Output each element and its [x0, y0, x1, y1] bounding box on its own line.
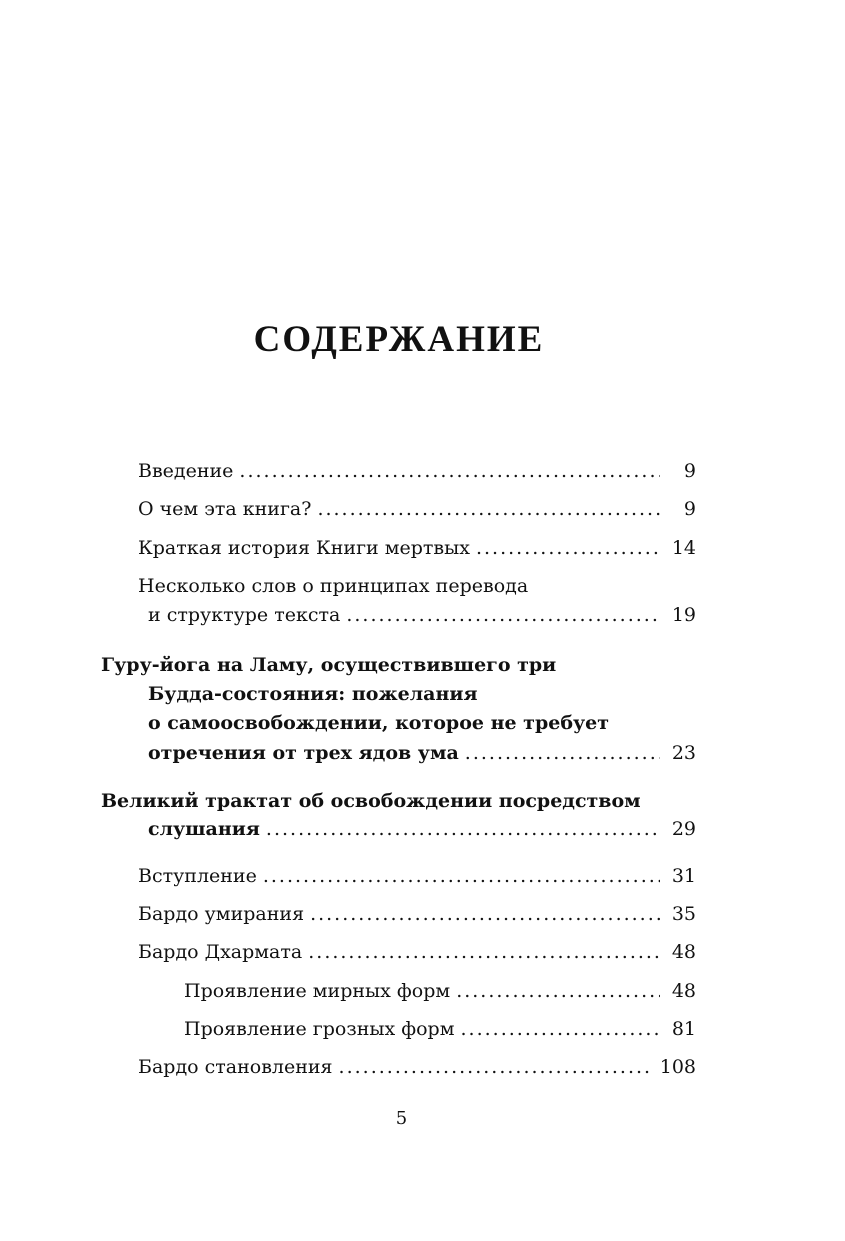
- toc-entry-label: Бардо становления: [138, 1056, 333, 1078]
- toc-leader-dots: [465, 740, 660, 766]
- toc-entry-page: 48: [671, 980, 696, 1002]
- toc-entry-translation-principles[interactable]: [148, 602, 696, 628]
- toc-entry-page: 9: [683, 460, 696, 482]
- toc-entry-brief-history[interactable]: [138, 535, 696, 561]
- toc-entry-page: 9: [683, 498, 696, 520]
- toc-leader-dots: [308, 939, 660, 965]
- toc-entry-guru-yoga-line1[interactable]: [101, 652, 696, 678]
- toc-entry-label: О чем эта книга?: [138, 498, 312, 520]
- toc-entry-page: 29: [671, 818, 696, 840]
- toc-leader-dots: [476, 535, 660, 561]
- toc-leader-dots: [461, 1016, 661, 1042]
- toc-entry-guru-yoga[interactable]: [148, 740, 696, 766]
- toc-entry-label: Бардо Дхармата: [138, 941, 303, 963]
- toc-leader-dots: [456, 978, 660, 1004]
- toc-entry-page: 14: [671, 537, 696, 559]
- toc-entry-label: и структуре текста: [148, 604, 341, 626]
- toc-entry-page: 35: [671, 903, 696, 925]
- toc-entry-label: Несколько слов о принципах перевода: [138, 575, 529, 597]
- toc-entry-label: Гуру-йога на Ламу, осуществившего три: [101, 654, 557, 676]
- toc-leader-dots: [310, 901, 660, 927]
- toc-entry-wrathful-forms[interactable]: [184, 1016, 696, 1042]
- toc-entry-page: 23: [671, 742, 696, 764]
- toc-entry-page: 19: [671, 604, 696, 626]
- toc-leader-dots: [239, 458, 660, 484]
- toc-entry-introduction[interactable]: [138, 458, 696, 484]
- toc-entry-guru-yoga-line2[interactable]: [148, 681, 696, 707]
- toc-entry-label: слушания: [148, 818, 260, 840]
- toc-entry-guru-yoga-line3[interactable]: [148, 710, 696, 736]
- toc-leader-dots: [266, 816, 660, 842]
- toc-entry-bardo-dying[interactable]: [138, 901, 696, 927]
- toc-entry-label: Вступление: [138, 865, 257, 887]
- toc-entry-label: Введение: [138, 460, 234, 482]
- page-title: СОДЕРЖАНИЕ: [253, 319, 545, 360]
- toc-entry-label: Будда-состояния: пожелания: [148, 683, 478, 705]
- toc-leader-dots: [317, 496, 660, 522]
- toc-entry-label: о самоосвобождении, которое не требует: [148, 712, 610, 734]
- toc-entry-page: 48: [671, 941, 696, 963]
- toc-entry-label: Проявление мирных форм: [184, 980, 451, 1002]
- toc-entry-page: 31: [671, 865, 696, 887]
- toc-entry-about-book[interactable]: [138, 496, 696, 522]
- toc-entry-page: 81: [671, 1018, 696, 1040]
- toc-entry-label: отречения от трех ядов ума: [148, 742, 459, 764]
- toc-entry-bardo-becoming[interactable]: [138, 1054, 696, 1080]
- toc-entry-bardo-dharmata[interactable]: [138, 939, 696, 965]
- toc-entry-label: Краткая история Книги мертвых: [138, 537, 470, 559]
- toc-entry-translation-principles-line1[interactable]: [138, 573, 696, 599]
- toc-entry-peaceful-forms[interactable]: [184, 978, 696, 1004]
- toc-entry-label: Бардо умирания: [138, 903, 305, 925]
- toc-entry-page: 108: [659, 1056, 696, 1078]
- toc-leader-dots: [263, 863, 660, 889]
- toc-entry-label: Великий трактат об освобождении посредством: [101, 790, 641, 812]
- toc-entry-great-treatise-line1[interactable]: [101, 788, 696, 814]
- toc-leader-dots: [339, 1054, 652, 1080]
- toc-entry-preface[interactable]: [138, 863, 696, 889]
- toc-entry-label: Проявление грозных форм: [184, 1018, 455, 1040]
- toc-entry-great-treatise[interactable]: [148, 816, 696, 842]
- page-number: 5: [395, 1108, 408, 1129]
- toc-leader-dots: [346, 602, 660, 628]
